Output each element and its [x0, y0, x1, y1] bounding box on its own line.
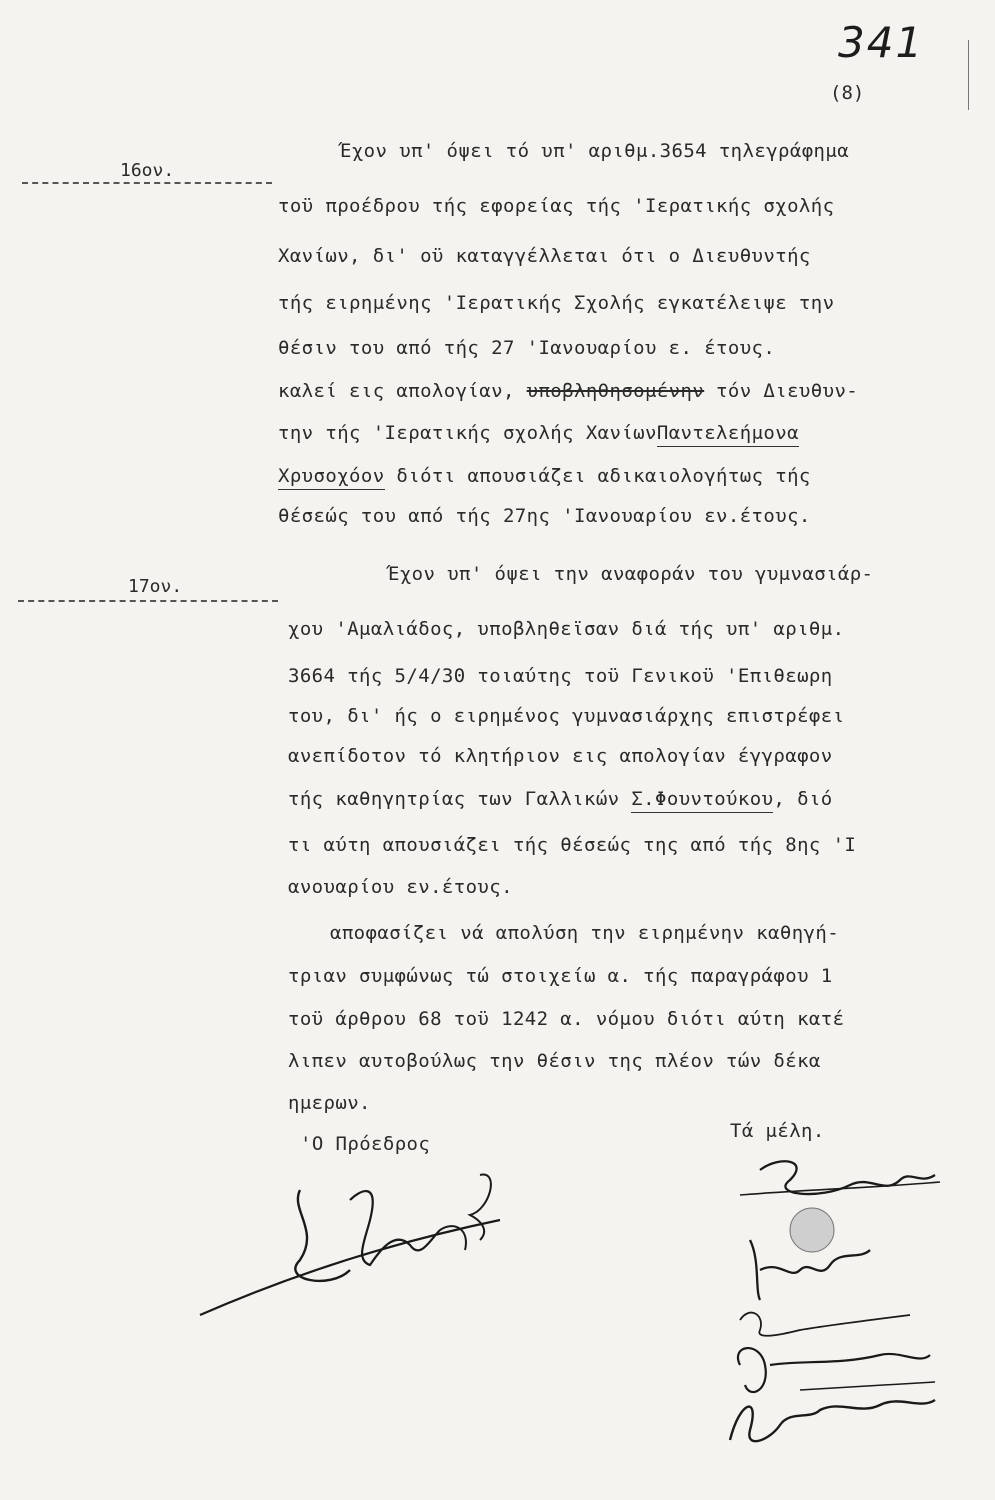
s16-line-7	[278, 422, 799, 444]
section-17-divider	[18, 600, 278, 602]
page-number: (8)	[830, 82, 865, 104]
president-label: 'Ο Πρόεδρος	[300, 1133, 431, 1155]
s17-line-6	[288, 788, 833, 810]
s17-line-5: ανεπίδοτον τό κλητήριον εις απολογίαν έγγραφον	[288, 745, 833, 767]
s17-line-10: τριαν συμφώνως τώ στοιχείω α. τής παραγράφου 1	[288, 965, 833, 987]
s17-line-13: ημερων.	[288, 1092, 371, 1114]
margin-line	[968, 40, 969, 110]
s17-line-3: 3664 τής 5/4/30 τοιαύτης τοϋ Γενικοϋ 'Επιθεωρη	[288, 665, 833, 687]
struck-text: υποβληθησομένην	[526, 380, 705, 402]
s16-line-6-text: καλεί εις απολογίαν,	[278, 380, 515, 402]
s17-line-8: ανουαρίου εν.έτους.	[288, 876, 513, 898]
s16-line-9: θέσεώς του από τής 27ης 'Ιανουαρίου εν.έτους.	[278, 505, 811, 527]
s16-line-8-text: διότι απουσιάζει αδικαιολογήτως τής	[396, 465, 811, 487]
section-16-divider	[22, 182, 272, 184]
name-chrysochoon: Χρυσοχόον	[278, 465, 385, 490]
members-signatures	[720, 1140, 970, 1500]
president-signature	[180, 1150, 520, 1330]
section-16-label: 16ον.	[120, 160, 175, 181]
s17-line-2: χου 'Αμαλιάδος, υποβληθεϊσαν διά τής υπ' αριθμ.	[288, 618, 845, 640]
s16-line-8	[278, 465, 811, 487]
s17-line-4: του, δι' ής ο ειρημένος γυμνασιάρχης επιστρέφει	[288, 705, 845, 727]
s17-line-1: Έχον υπ' όψει την αναφοράν του γυμνασιάρ-	[388, 563, 874, 585]
section-17-label: 17ον.	[128, 576, 183, 597]
s17-line-6-text: τής καθηγητρίας των Γαλλικών	[288, 788, 620, 810]
s17-line-7: τι αύτη απουσιάζει τής θέσεώς της από τής 8ης 'Ι	[288, 834, 857, 856]
s16-line-1: Έχον υπ' όψει τό υπ' αριθμ.3654 τηλεγράφημα	[340, 140, 850, 162]
s16-line-6-tail: τόν Διευθυν-	[716, 380, 859, 402]
s16-line-5: θέσιν του από τής 27 'Ιανουαρίου ε. έτους.	[278, 337, 776, 359]
s16-line-3: Χανίων, δι' οϋ καταγγέλλεται ότι ο Διευθυντής	[278, 245, 811, 267]
s17-line-12: λιπεν αυτοβούλως την θέσιν της πλέον τών δέκα	[288, 1050, 821, 1072]
s17-line-6-tail: , διό	[773, 788, 833, 810]
s17-line-11: τοϋ άρθρου 68 τοϋ 1242 α. νόμου διότι αύτη κατέ	[288, 1008, 845, 1030]
archive-stamp-number: 341	[838, 18, 925, 67]
s16-line-6	[278, 380, 858, 402]
s16-line-2: τοϋ προέδρου τής εφορείας τής 'Ιερατικής σχολής	[278, 195, 835, 217]
members-label: Τά μέλη.	[730, 1120, 825, 1142]
name-fountoukou: Σ.Φουντούκου	[631, 788, 773, 813]
s16-line-4: τής ειρημένης 'Ιερατικής Σχολής εγκατέλειψε την	[278, 292, 835, 314]
name-pantelimona: Παντελεήμονα	[657, 422, 799, 447]
s17-line-9: αποφασίζει νά απολύση την ειρημένην καθηγή-	[330, 922, 840, 944]
s16-line-7-text: την τής 'Ιερατικής σχολής Χανίων	[278, 422, 657, 444]
